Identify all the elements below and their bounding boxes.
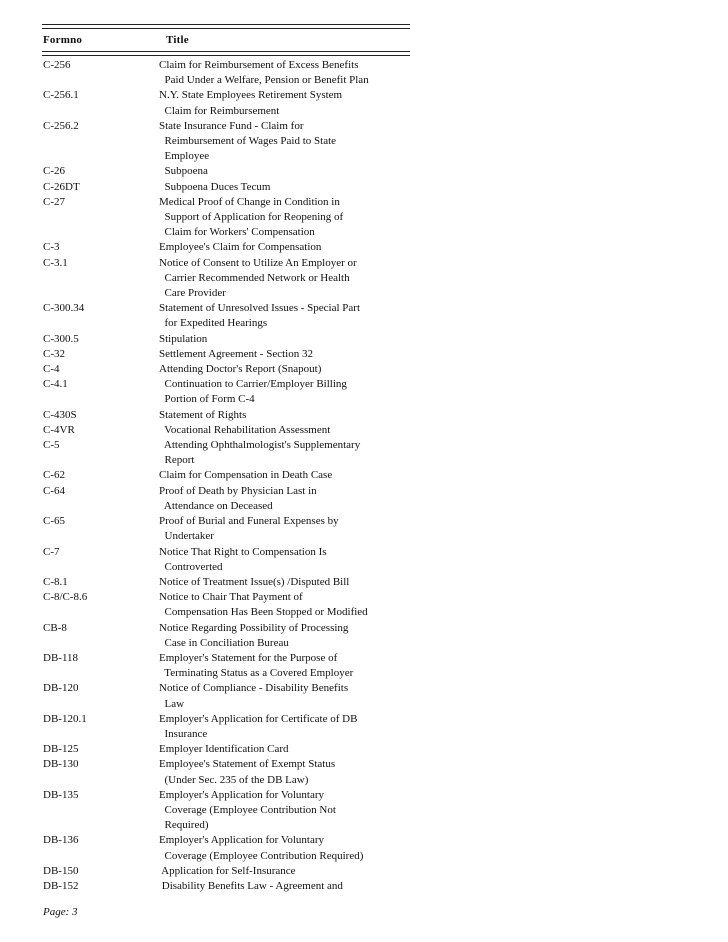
form-title-line: Application for Self-Insurance	[159, 864, 296, 877]
table-row	[0, 712, 728, 742]
form-number: DB-120.1	[43, 712, 87, 725]
form-title	[159, 788, 459, 834]
form-title-line: Notice to Chair That Payment of	[159, 591, 303, 604]
table-row	[0, 256, 728, 302]
table-row	[0, 468, 728, 483]
form-title	[159, 438, 459, 468]
form-title-line: Proof of Burial and Funeral Expenses by	[159, 515, 339, 528]
form-title	[159, 468, 459, 483]
form-title-line: Subpoena	[159, 165, 208, 178]
table-row	[0, 545, 728, 575]
form-title	[159, 119, 459, 165]
form-title	[159, 58, 459, 88]
form-title-line: Attending Doctor's Report (Snapout)	[159, 363, 322, 376]
form-number: DB-136	[43, 834, 79, 847]
form-title	[159, 484, 459, 514]
form-title-line: Care Provider	[159, 287, 226, 300]
form-number: C-256.2	[43, 119, 79, 132]
table-row	[0, 742, 728, 757]
top-rule	[42, 24, 410, 25]
form-title	[159, 742, 459, 757]
form-title	[159, 514, 459, 544]
form-title-line: Claim for Workers' Compensation	[159, 226, 315, 239]
table-row	[0, 362, 728, 377]
form-title-line: Statement of Unresolved Issues - Special Part	[159, 302, 361, 315]
form-number: C-26	[43, 165, 65, 178]
form-title-line: Claim for Reimbursement	[159, 104, 280, 117]
table-row	[0, 879, 728, 894]
form-title	[159, 621, 459, 651]
form-title-line: Medical Proof of Change in Condition in	[159, 195, 340, 208]
table-row	[0, 332, 728, 347]
form-title-line: Employee's Statement of Exempt Status	[159, 758, 336, 771]
form-title-line: N.Y. State Employees Retirement System	[159, 89, 343, 102]
form-number: DB-125	[43, 743, 79, 756]
table-row	[0, 377, 728, 407]
form-number: C-8.1	[43, 575, 68, 588]
form-title	[159, 180, 459, 195]
form-title	[159, 408, 459, 423]
form-number: C-8/C-8.6	[43, 591, 88, 604]
table-row	[0, 590, 728, 620]
table-row	[0, 864, 728, 879]
form-number: DB-135	[43, 788, 79, 801]
form-title-line: Notice of Treatment Issue(s) /Disputed Bill	[159, 575, 350, 588]
form-title-line: Carrier Recommended Network or Health	[159, 271, 350, 284]
form-title-line: Employee	[159, 150, 210, 163]
form-title	[159, 377, 459, 407]
table-row	[0, 408, 728, 423]
form-number: C-3.1	[43, 256, 68, 269]
form-number: C-64	[43, 484, 65, 497]
form-title-line: Subpoena Duces Tecum	[159, 180, 271, 193]
table-row	[0, 240, 728, 255]
form-number: DB-150	[43, 864, 79, 877]
form-title-line: Case in Conciliation Bureau	[159, 636, 289, 649]
table-row	[0, 438, 728, 468]
form-title	[159, 195, 459, 241]
form-title	[159, 681, 459, 711]
form-title	[159, 332, 459, 347]
form-title-line: Coverage (Employee Contribution Required)	[159, 849, 364, 862]
form-title-line: for Expedited Hearings	[159, 317, 268, 330]
form-number: C-3	[43, 241, 60, 254]
form-title-line: Employer's Application for Voluntary	[159, 788, 325, 801]
form-title	[159, 575, 459, 590]
table-row	[0, 301, 728, 331]
form-title-line: Paid Under a Welfare, Pension or Benefit Plan	[159, 74, 369, 87]
form-title-line: Terminating Status as a Covered Employer	[159, 667, 354, 680]
page-number: Page: 3	[43, 906, 78, 918]
form-title-line: Controverted	[159, 560, 223, 573]
table-row	[0, 164, 728, 179]
form-number: C-300.34	[43, 302, 85, 315]
form-title-line: Statement of Rights	[159, 408, 247, 421]
form-title	[159, 423, 459, 438]
form-number: C-7	[43, 545, 60, 558]
table-row	[0, 119, 728, 165]
form-title-line: Settlement Agreement - Section 32	[159, 347, 313, 360]
form-title-line: Employer's Application for Voluntary	[159, 834, 325, 847]
form-title-line: Attending Ophthalmologist's Supplementary	[159, 439, 361, 452]
form-number: C-65	[43, 515, 65, 528]
table-row	[0, 347, 728, 362]
table-row	[0, 757, 728, 787]
form-title	[159, 864, 459, 879]
form-list	[0, 58, 728, 894]
form-title	[159, 833, 459, 863]
form-title-line: State Insurance Fund - Claim for	[159, 119, 304, 132]
form-number: DB-120	[43, 682, 79, 695]
form-number: DB-152	[43, 879, 79, 892]
form-number: C-4VR	[43, 423, 75, 436]
form-number: C-27	[43, 195, 65, 208]
form-title-line: Notice of Compliance - Disability Benefits	[159, 682, 349, 695]
table-row	[0, 514, 728, 544]
form-title-line: Employer's Application for Certificate of DB	[159, 712, 358, 725]
form-title-line: Notice of Consent to Utilize An Employer or	[159, 256, 357, 269]
form-number: C-430S	[43, 408, 77, 421]
table-row	[0, 180, 728, 195]
form-title-line: Compensation Has Been Stopped or Modified	[159, 606, 368, 619]
form-number: C-5	[43, 439, 60, 452]
form-title-line: Continuation to Carrier/Employer Billing	[159, 378, 347, 391]
form-number: CB-8	[43, 621, 67, 634]
form-title-line: Disability Benefits Law - Agreement and	[159, 879, 343, 892]
form-title-line: Insurance	[159, 727, 208, 740]
table-row	[0, 621, 728, 651]
form-number: C-256.1	[43, 89, 79, 102]
form-title-line: Support of Application for Reopening of	[159, 211, 344, 224]
table-row	[0, 788, 728, 834]
table-row	[0, 681, 728, 711]
form-title	[159, 256, 459, 302]
column-header-title: Title	[166, 34, 189, 46]
form-title-line: Required)	[159, 819, 209, 832]
top-rule-double	[42, 28, 410, 29]
column-header-formno: Formno	[43, 34, 83, 46]
form-title	[159, 164, 459, 179]
form-title-line: Stipulation	[159, 332, 208, 345]
form-title	[159, 347, 459, 362]
form-title-line: Employer's Statement for the Purpose of	[159, 651, 338, 664]
form-title-line: Proof of Death by Physician Last in	[159, 484, 317, 497]
form-title-line: Notice That Right to Compensation Is	[159, 545, 327, 558]
form-title-line: Coverage (Employee Contribution Not	[159, 803, 336, 816]
form-title-line: Employer Identification Card	[159, 743, 289, 756]
form-number: C-256	[43, 59, 71, 71]
header-rule	[42, 51, 410, 52]
form-title	[159, 712, 459, 742]
form-title-line: Report	[159, 454, 195, 467]
form-title-line: Claim for Compensation in Death Case	[159, 469, 333, 482]
form-title	[159, 545, 459, 575]
table-row	[0, 58, 728, 88]
form-title-line: Undertaker	[159, 530, 214, 543]
header-rule-double	[42, 55, 410, 56]
form-title-line: Notice Regarding Possibility of Processing	[159, 621, 349, 634]
form-title	[159, 651, 459, 681]
form-title	[159, 301, 459, 331]
form-title-line: Reimbursement of Wages Paid to State	[159, 135, 337, 148]
form-title-line: Portion of Form C-4	[159, 393, 255, 406]
form-title	[159, 240, 459, 255]
form-number: C-26DT	[43, 180, 80, 193]
form-title-line: Claim for Reimbursement of Excess Benefits	[159, 59, 359, 71]
table-row	[0, 484, 728, 514]
form-title	[159, 757, 459, 787]
form-number: C-4	[43, 363, 60, 376]
form-title	[159, 362, 459, 377]
table-row	[0, 423, 728, 438]
form-number: C-62	[43, 469, 65, 482]
table-row	[0, 575, 728, 590]
form-title-line: Law	[159, 697, 185, 710]
form-number: DB-118	[43, 651, 79, 664]
form-number: C-300.5	[43, 332, 79, 345]
table-row	[0, 651, 728, 681]
table-row	[0, 833, 728, 863]
form-title-line: Employee's Claim for Compensation	[159, 241, 322, 254]
form-number: C-4.1	[43, 378, 68, 391]
form-number: C-32	[43, 347, 65, 360]
form-title	[159, 590, 459, 620]
form-title	[159, 88, 459, 118]
form-title	[159, 879, 459, 894]
form-title-line: Attendance on Deceased	[159, 499, 273, 512]
table-row	[0, 88, 728, 118]
form-title-line: (Under Sec. 235 of the DB Law)	[159, 773, 309, 786]
form-title-line: Vocational Rehabilitation Assessment	[159, 423, 331, 436]
table-row	[0, 195, 728, 241]
form-number: DB-130	[43, 758, 79, 771]
